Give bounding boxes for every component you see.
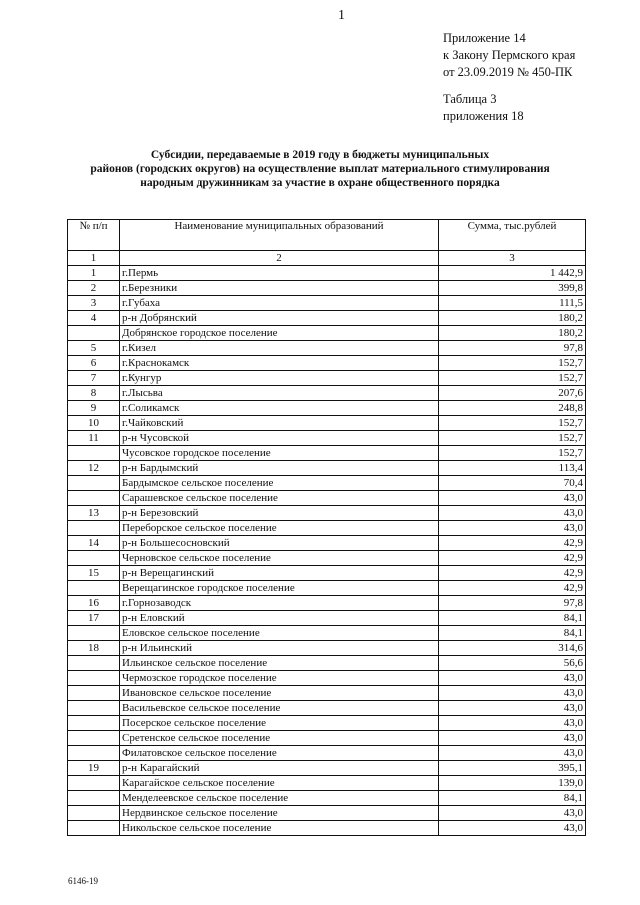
row-number: 5 <box>68 341 120 356</box>
table-row <box>68 626 586 641</box>
table-row <box>68 431 586 446</box>
header-sum: Сумма, тыс.рублей <box>439 220 586 251</box>
row-number <box>68 491 120 506</box>
row-number: 17 <box>68 611 120 626</box>
table-body <box>68 266 586 836</box>
row-number <box>68 806 120 821</box>
row-sum: 152,7 <box>439 416 586 431</box>
row-sum: 43,0 <box>439 821 586 836</box>
row-number: 9 <box>68 401 120 416</box>
row-sum: 180,2 <box>439 326 586 341</box>
table-row <box>68 371 586 386</box>
row-sum: 399,8 <box>439 281 586 296</box>
row-name: Еловское сельское поселение <box>120 626 439 641</box>
row-name: р-н Добрянский <box>120 311 439 326</box>
row-number <box>68 581 120 596</box>
row-sum: 43,0 <box>439 716 586 731</box>
table-row <box>68 686 586 701</box>
table-row <box>68 446 586 461</box>
col-index: 1 <box>68 251 120 266</box>
row-name: г.Березники <box>120 281 439 296</box>
row-sum: 43,0 <box>439 701 586 716</box>
table-row <box>68 716 586 731</box>
table-row <box>68 341 586 356</box>
row-number <box>68 521 120 536</box>
table-row <box>68 746 586 761</box>
row-sum: 314,6 <box>439 641 586 656</box>
title-line: народным дружинникам за участие в охране общественного порядка <box>140 177 500 189</box>
row-sum: 70,4 <box>439 476 586 491</box>
row-number: 15 <box>68 566 120 581</box>
row-name: Верещагинское городское поселение <box>120 581 439 596</box>
row-name: Посерское сельское поселение <box>120 716 439 731</box>
row-number: 11 <box>68 431 120 446</box>
title-line: Субсидии, передаваемые в 2019 году в бюджеты муниципальных <box>150 149 490 161</box>
row-number: 8 <box>68 386 120 401</box>
table-row <box>68 791 586 806</box>
row-name: г.Горнозаводск <box>120 596 439 611</box>
row-number: 16 <box>68 596 120 611</box>
table-row <box>68 311 586 326</box>
row-sum: 207,6 <box>439 386 586 401</box>
row-sum: 152,7 <box>439 356 586 371</box>
row-number <box>68 656 120 671</box>
row-number: 1 <box>68 266 120 281</box>
row-number <box>68 551 120 566</box>
table-row <box>68 731 586 746</box>
row-name: г.Соликамск <box>120 401 439 416</box>
row-name: р-н Верещагинский <box>120 566 439 581</box>
appendix-line: к Закону Пермского края <box>443 48 576 62</box>
row-sum: 97,8 <box>439 341 586 356</box>
table-row <box>68 641 586 656</box>
row-number: 19 <box>68 761 120 776</box>
row-name: Переборское сельское поселение <box>120 521 439 536</box>
document-title <box>60 148 580 190</box>
table-row <box>68 521 586 536</box>
row-number <box>68 326 120 341</box>
row-name: р-н Ильинский <box>120 641 439 656</box>
col-index: 3 <box>439 251 586 266</box>
row-sum: 180,2 <box>439 311 586 326</box>
row-sum: 43,0 <box>439 521 586 536</box>
row-number: 14 <box>68 536 120 551</box>
table-ref-line: Таблица 3 <box>443 92 497 106</box>
row-number <box>68 716 120 731</box>
header-name: Наименование муниципальных образований <box>120 220 439 251</box>
row-name: Васильевское сельское поселение <box>120 701 439 716</box>
row-number: 13 <box>68 506 120 521</box>
row-name: Ивановское сельское поселение <box>120 686 439 701</box>
row-sum: 113,4 <box>439 461 586 476</box>
table-row <box>68 296 586 311</box>
table-row <box>68 566 586 581</box>
row-sum: 42,9 <box>439 566 586 581</box>
row-number <box>68 731 120 746</box>
row-sum: 84,1 <box>439 626 586 641</box>
table-row <box>68 491 586 506</box>
appendix-line: Приложение 14 <box>443 31 526 45</box>
row-name: г.Лысьва <box>120 386 439 401</box>
row-sum: 152,7 <box>439 431 586 446</box>
appendix-line: от 23.09.2019 № 450-ПК <box>443 65 573 79</box>
header-num: № п/п <box>68 220 120 251</box>
table-row <box>68 806 586 821</box>
appendix-block <box>443 30 575 81</box>
table-row <box>68 776 586 791</box>
row-number: 18 <box>68 641 120 656</box>
subsidies-table <box>67 219 586 836</box>
table-row <box>68 701 586 716</box>
title-line: районов (городских округов) на осуществление выплат материального стимулирования <box>90 163 550 175</box>
row-name: Карагайское сельское поселение <box>120 776 439 791</box>
table-row <box>68 611 586 626</box>
table-row <box>68 386 586 401</box>
row-name: Чермозское городское поселение <box>120 671 439 686</box>
row-number <box>68 476 120 491</box>
table-row <box>68 476 586 491</box>
row-name: Добрянское городское поселение <box>120 326 439 341</box>
row-name: г.Кунгур <box>120 371 439 386</box>
row-name: Сретенское сельское поселение <box>120 731 439 746</box>
row-sum: 152,7 <box>439 446 586 461</box>
row-sum: 43,0 <box>439 506 586 521</box>
table-row <box>68 356 586 371</box>
table-row <box>68 506 586 521</box>
table-row <box>68 656 586 671</box>
row-name: г.Чайковский <box>120 416 439 431</box>
row-name: Чусовское городское поселение <box>120 446 439 461</box>
row-sum: 43,0 <box>439 806 586 821</box>
table-header-row <box>68 220 586 251</box>
row-number <box>68 446 120 461</box>
row-name: г.Краснокамск <box>120 356 439 371</box>
row-number <box>68 791 120 806</box>
table-row <box>68 821 586 836</box>
table-row <box>68 536 586 551</box>
row-name: Черновское сельское поселение <box>120 551 439 566</box>
table-row <box>68 401 586 416</box>
table-row <box>68 461 586 476</box>
page-number: 1 <box>338 8 345 23</box>
row-name: Никольское сельское поселение <box>120 821 439 836</box>
row-number: 10 <box>68 416 120 431</box>
row-name: р-н Большесосновский <box>120 536 439 551</box>
row-sum: 42,9 <box>439 551 586 566</box>
row-number <box>68 686 120 701</box>
table-row <box>68 596 586 611</box>
row-name: Бардымское сельское поселение <box>120 476 439 491</box>
col-index: 2 <box>120 251 439 266</box>
row-sum: 43,0 <box>439 686 586 701</box>
table-row <box>68 416 586 431</box>
row-sum: 395,1 <box>439 761 586 776</box>
row-name: г.Кизел <box>120 341 439 356</box>
row-sum: 139,0 <box>439 776 586 791</box>
table-row <box>68 266 586 281</box>
row-name: Сарашевское сельское поселение <box>120 491 439 506</box>
row-name: р-н Чусовской <box>120 431 439 446</box>
row-number: 6 <box>68 356 120 371</box>
row-name: г.Губаха <box>120 296 439 311</box>
row-sum: 43,0 <box>439 731 586 746</box>
table-row <box>68 761 586 776</box>
row-sum: 43,0 <box>439 746 586 761</box>
row-name: Менделеевское сельское поселение <box>120 791 439 806</box>
row-number <box>68 776 120 791</box>
row-number: 4 <box>68 311 120 326</box>
row-number: 12 <box>68 461 120 476</box>
row-sum: 43,0 <box>439 491 586 506</box>
row-number: 3 <box>68 296 120 311</box>
footer-code: 6146-19 <box>68 876 98 886</box>
row-sum: 43,0 <box>439 671 586 686</box>
row-name: р-н Бардымский <box>120 461 439 476</box>
row-sum: 111,5 <box>439 296 586 311</box>
column-index-row <box>68 251 586 266</box>
row-name: р-н Карагайский <box>120 761 439 776</box>
table-row <box>68 326 586 341</box>
row-number <box>68 701 120 716</box>
row-number <box>68 626 120 641</box>
row-sum: 248,8 <box>439 401 586 416</box>
row-sum: 84,1 <box>439 611 586 626</box>
row-sum: 97,8 <box>439 596 586 611</box>
table-ref-line: приложения 18 <box>443 109 524 123</box>
row-sum: 56,6 <box>439 656 586 671</box>
row-sum: 42,9 <box>439 536 586 551</box>
row-number <box>68 821 120 836</box>
row-number: 2 <box>68 281 120 296</box>
row-number <box>68 746 120 761</box>
row-number: 7 <box>68 371 120 386</box>
table-row <box>68 581 586 596</box>
row-name: Ильинское сельское поселение <box>120 656 439 671</box>
row-number <box>68 671 120 686</box>
row-sum: 42,9 <box>439 581 586 596</box>
row-sum: 84,1 <box>439 791 586 806</box>
table-row <box>68 551 586 566</box>
table-row <box>68 281 586 296</box>
row-name: Нердвинское сельское поселение <box>120 806 439 821</box>
row-sum: 152,7 <box>439 371 586 386</box>
table-reference <box>443 91 524 125</box>
row-name: Филатовское сельское поселение <box>120 746 439 761</box>
row-name: г.Пермь <box>120 266 439 281</box>
row-sum: 1 442,9 <box>439 266 586 281</box>
row-name: р-н Березовский <box>120 506 439 521</box>
table-row <box>68 671 586 686</box>
row-name: р-н Еловский <box>120 611 439 626</box>
